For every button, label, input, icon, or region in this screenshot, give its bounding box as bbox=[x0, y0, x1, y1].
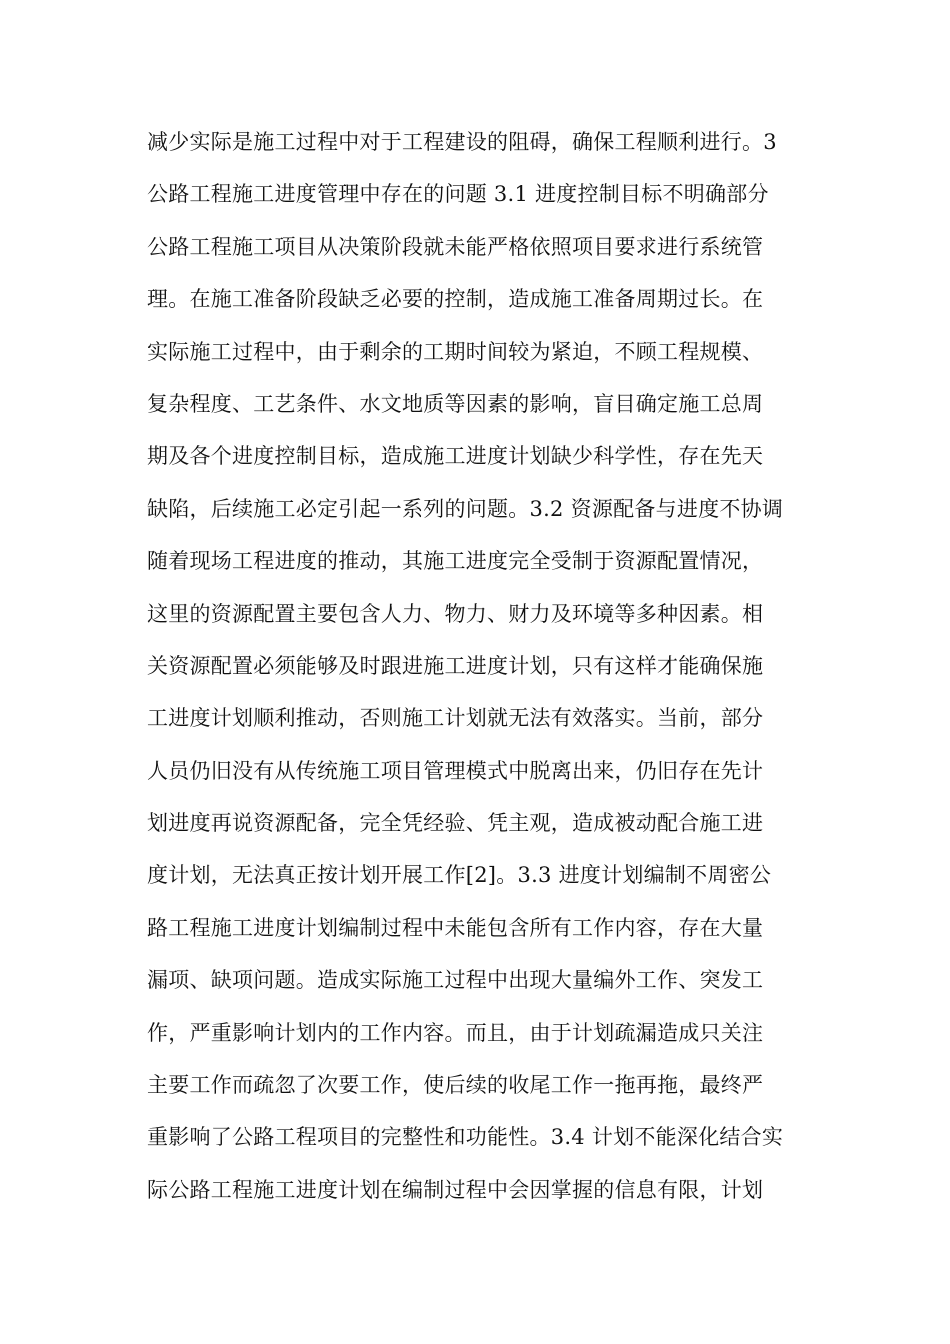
text-line: 路工程施工进度计划编制过程中未能包含所有工作内容，存在大量 bbox=[147, 915, 764, 940]
text-line: 重影响了公路工程项目的完整性和功能性。3.4 计划不能深化结合实 bbox=[147, 1125, 784, 1150]
text-line: 公路工程施工项目从决策阶段就未能严格依照项目要求进行系统管 bbox=[147, 234, 764, 259]
text-line: 公路工程施工进度管理中存在的问题 3.1 进度控制目标不明确部分 bbox=[147, 182, 769, 207]
text-line: 主要工作而疏忽了次要工作，使后续的收尾工作一拖再拖，最终严 bbox=[147, 1073, 764, 1098]
text-line: 划进度再说资源配备，完全凭经验、凭主观，造成被动配合施工进 bbox=[147, 811, 764, 836]
text-line: 实际施工过程中，由于剩余的工期时间较为紧迫，不顾工程规模、 bbox=[147, 339, 764, 364]
text-line: 减少实际是施工过程中对于工程建设的阻碍，确保工程顺利进行。3 bbox=[147, 130, 777, 154]
text-line: 作，严重影响计划内的工作内容。而且，由于计划疏漏造成只关注 bbox=[147, 1020, 764, 1045]
text-line: 漏项、缺项问题。造成实际施工过程中出现大量编外工作、突发工 bbox=[147, 968, 764, 993]
text-line: 复杂程度、工艺条件、水文地质等因素的影响，盲目确定施工总周 bbox=[147, 391, 764, 416]
text-line: 际公路工程施工进度计划在编制过程中会因掌握的信息有限，计划 bbox=[147, 1177, 764, 1202]
text-line: 这里的资源配置主要包含人力、物力、财力及环境等多种因素。相 bbox=[147, 601, 764, 626]
text-line: 度计划，无法真正按计划开展工作[2]。3.3 进度计划编制不周密公 bbox=[147, 863, 772, 888]
text-line: 缺陷，后续施工必定引起一系列的问题。3.2 资源配备与进度不协调 bbox=[147, 496, 784, 521]
text-line: 期及各个进度控制目标，造成施工进度计划缺少科学性，存在先天 bbox=[147, 444, 764, 469]
text-line: 理。在施工准备阶段缺乏必要的控制，造成施工准备周期过长。在 bbox=[147, 287, 764, 312]
text-line: 工进度计划顺利推动，否则施工计划就无法有效落实。当前，部分 bbox=[147, 706, 764, 731]
text-line: 随着现场工程进度的推动，其施工进度完全受制于资源配置情况， bbox=[147, 549, 764, 574]
text-line: 关资源配置必须能够及时跟进施工进度计划，只有这样才能确保施 bbox=[147, 653, 764, 678]
text-line: 人员仍旧没有从传统施工项目管理模式中脱离出来，仍旧存在先计 bbox=[147, 758, 764, 783]
body-text bbox=[147, 116, 807, 1216]
